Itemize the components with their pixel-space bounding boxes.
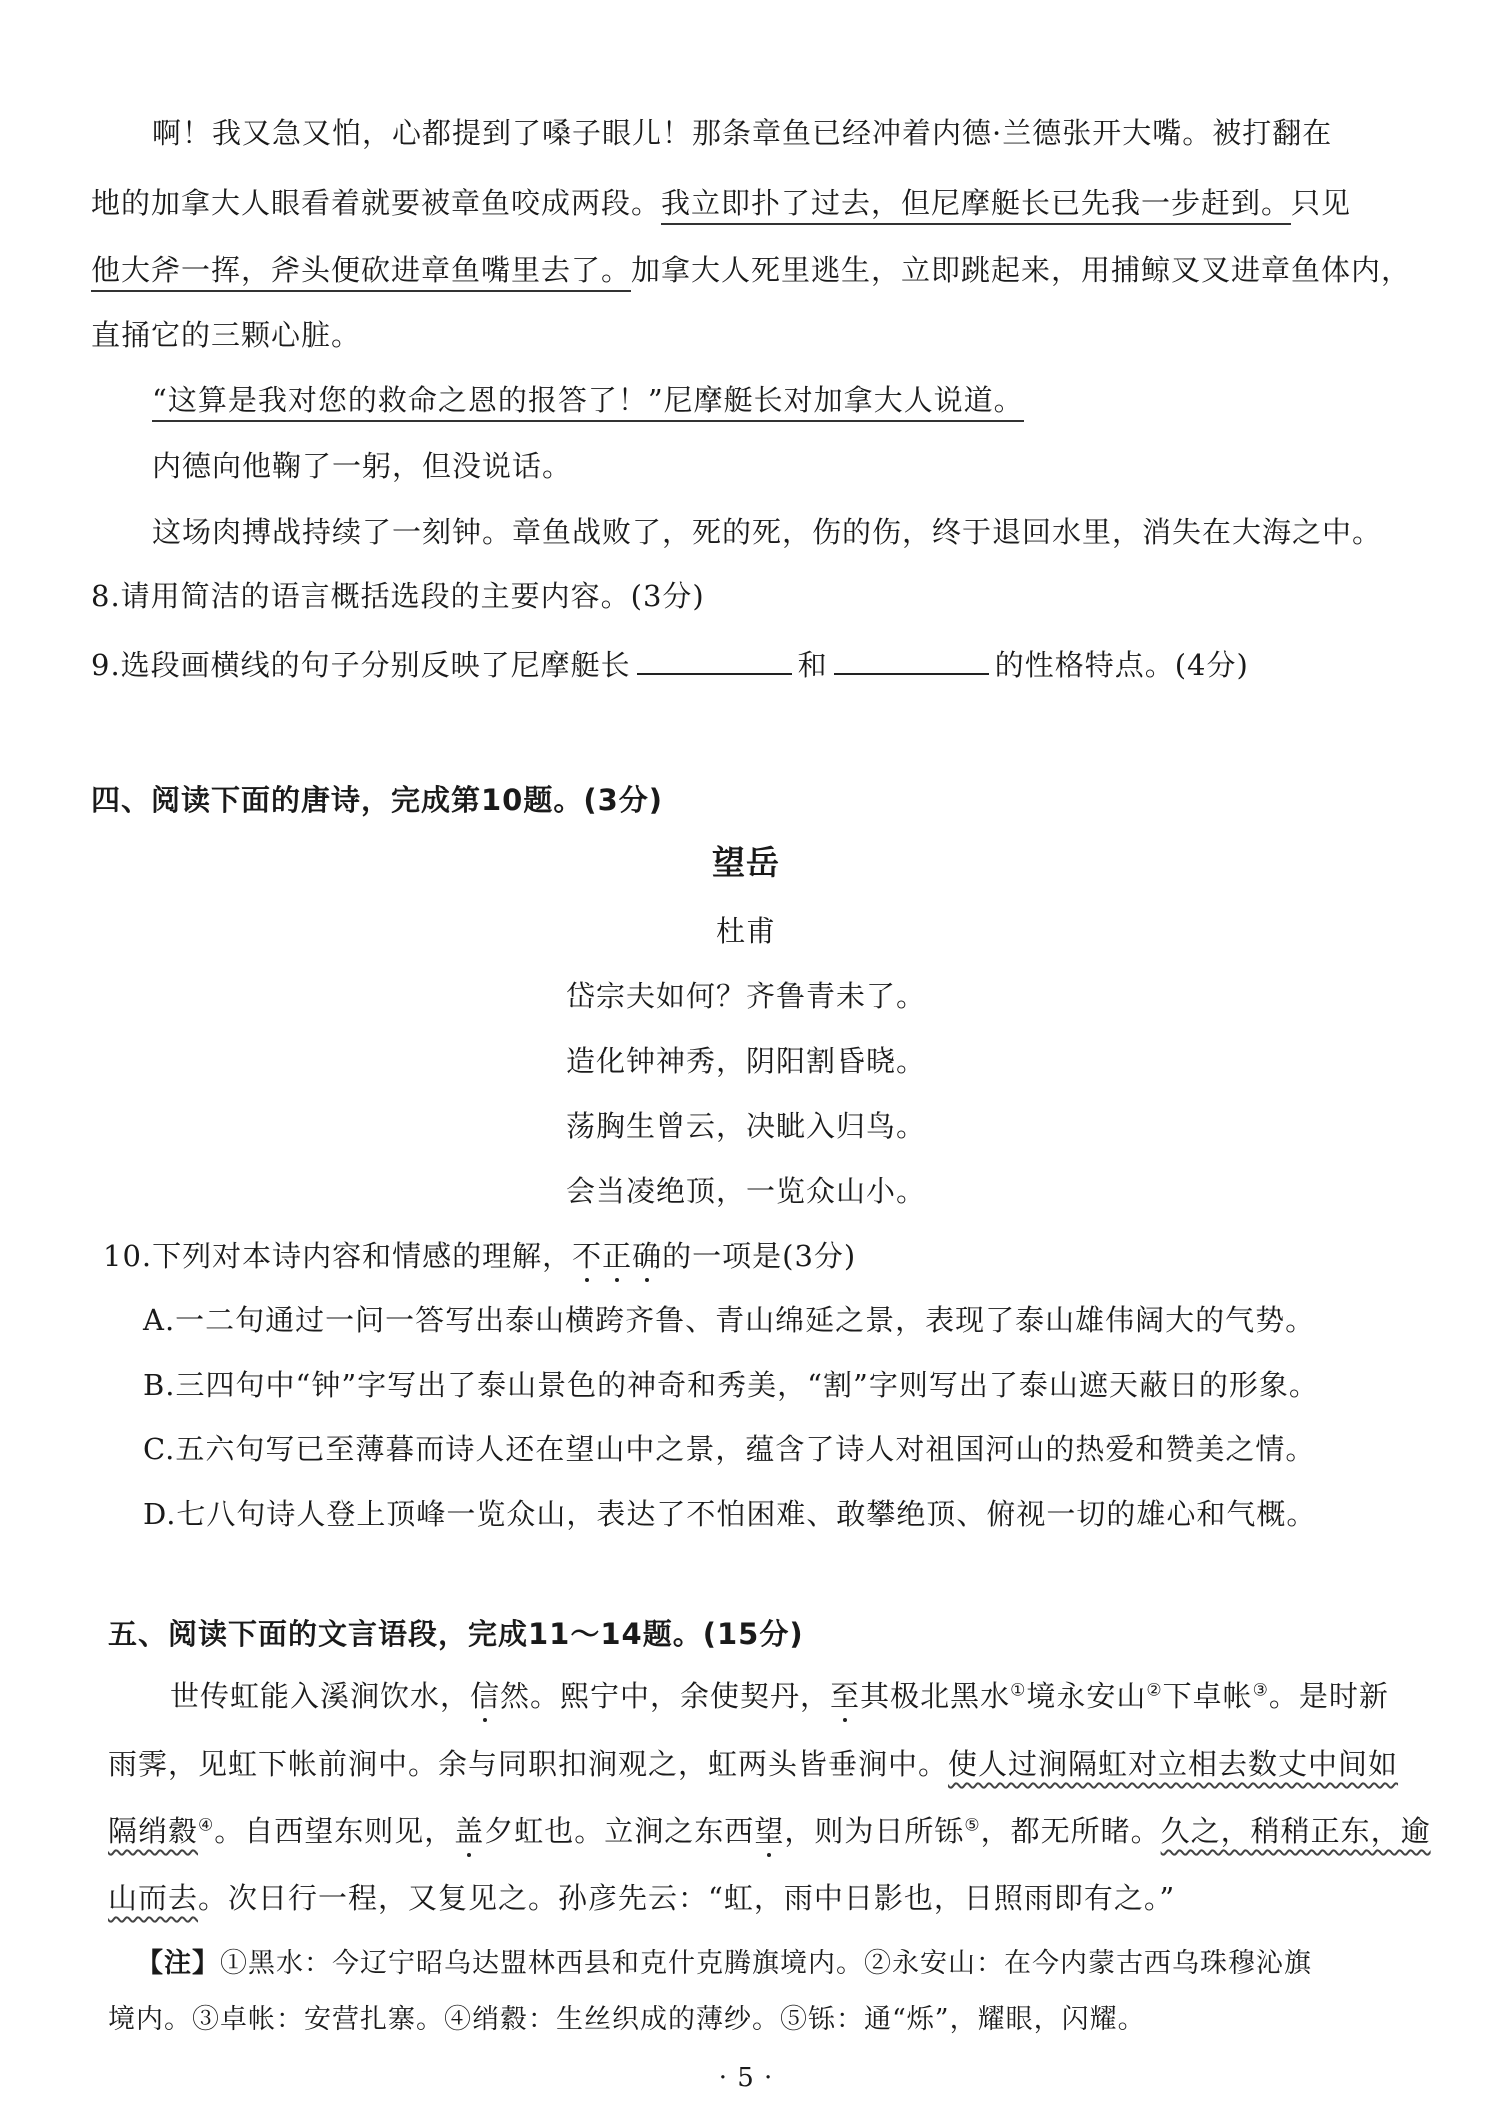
wenyan-line3: [108, 1811, 1431, 1851]
wavy-underlined-sentence: 使人过涧隔虹对立相去数丈中间如: [948, 1747, 1399, 1781]
text: ，则为日所铄: [784, 1814, 965, 1848]
text: 10.下列对本诗内容和情感的理解，: [103, 1239, 573, 1273]
text: 夕虹也。立涧之东西: [484, 1814, 755, 1848]
passage-p1-line1: [152, 113, 1332, 153]
question-10-stem: [103, 1236, 856, 1276]
option-c[interactable]: C.五六句写已至薄暮而诗人还在望山中之景，蕴含了诗人对祖国河山的热爱和赞美之情。: [143, 1432, 1316, 1466]
passage-p1-line2: [91, 183, 1351, 223]
emphasis-char: 信: [470, 1679, 501, 1713]
footnote-ref: ⑤: [964, 1815, 981, 1836]
emphasis-char: 望: [754, 1814, 785, 1848]
text: ，都无所睹。: [980, 1814, 1161, 1848]
underlined-sentence-3: “这算是我对您的救命之恩的报答了！”尼摩艇长对加拿大人说道。: [152, 383, 1024, 422]
text: 9.选段画横线的句子分别反映了尼摩艇长: [91, 648, 631, 682]
poem-line: 造化钟神秀，阴阳割昏晓。: [565, 1044, 926, 1078]
answer-blank-2[interactable]: [834, 645, 989, 675]
footnote-ref: ②: [1146, 1680, 1163, 1701]
wenyan-line1: [170, 1676, 1389, 1716]
emphasis-char: 确: [632, 1239, 663, 1273]
underlined-sentence-2: 他大斧一挥，斧头便砍进章鱼嘴里去了。: [91, 253, 631, 292]
passage-p1-line4: [91, 315, 361, 355]
text: 雨霁，见虹下帐前涧中。余与同职扣涧观之，虹两头皆垂涧中。: [108, 1747, 949, 1781]
wavy-underlined-sentence: 隔绡縠: [108, 1814, 199, 1848]
text: 下卓帐: [1162, 1679, 1253, 1713]
text: ①黑水：今辽宁昭乌达盟林西县和克什克腾旗境内。②永安山：在今内蒙古西乌珠穆沁旗: [220, 1948, 1312, 1979]
text: 地的加拿大人眼看着就要被章鱼咬成两段。: [91, 186, 662, 220]
text: 。次日行一程，又复见之。孙彦先云：“虹，雨中日影也，日照雨即有之。”: [198, 1881, 1176, 1915]
passage-p2: [152, 380, 1024, 420]
poem-line: 会当凌绝顶，一览众山小。: [565, 1174, 926, 1208]
footnote-ref: ④: [198, 1815, 215, 1836]
option-b[interactable]: B.三四句中“钟”字写出了泰山景色的神奇和秀美，“割”字则写出了泰山遮天蔽日的形象。: [143, 1368, 1319, 1402]
poem-author: 杜甫: [715, 914, 776, 948]
text: 然。熙宁中，余使契丹，: [500, 1679, 831, 1713]
text: 世传虹能入溪涧饮水，: [170, 1679, 471, 1713]
footnote-ref: ①: [1010, 1680, 1027, 1701]
question-8: [91, 576, 705, 616]
underlined-sentence-1: 我立即扑了过去，但尼摩艇长已先我一步赶到。: [661, 186, 1291, 225]
poem-title: 望岳: [712, 843, 780, 882]
emphasis-char: 不: [572, 1239, 603, 1273]
passage-p3: [152, 446, 572, 486]
wenyan-line2: [108, 1744, 1398, 1784]
emphasis-char: 正: [602, 1239, 633, 1273]
poem-line: 岱宗夫如何？齐鲁青未了。: [565, 979, 926, 1013]
text: 内德向他鞠了一躬，但没说话。: [152, 449, 573, 483]
page-number: · 5 ·: [718, 2063, 774, 2093]
option-d[interactable]: D.七八句诗人登上顶峰一览众山，表达了不怕困难、敢攀绝顶、俯视一切的雄心和气概。: [143, 1497, 1317, 1531]
section-5-heading: 五、阅读下面的文言语段，完成11～14题。(15分): [108, 1617, 804, 1651]
text: 直捅它的三颗心脏。: [91, 318, 362, 352]
text: 的性格特点。(4分): [994, 648, 1249, 682]
text: 和: [797, 648, 828, 682]
text: 的一项是(3分): [662, 1239, 857, 1273]
section-4-heading: 四、阅读下面的唐诗，完成第10题。(3分): [91, 783, 664, 817]
emphasis-char: 盖: [454, 1814, 485, 1848]
option-a[interactable]: A.一二句通过一问一答写出泰山横跨齐鲁、青山绵延之景，表现了泰山雄伟阔大的气势。: [143, 1303, 1316, 1337]
notes-line2: [108, 2000, 1146, 2040]
text: 啊！我又急又怕，心都提到了嗓子眼儿！那条章鱼已经冲着内德·兰德张开大嘴。被打翻在: [152, 116, 1333, 150]
text: 境永安山: [1026, 1679, 1147, 1713]
text: 。是时新: [1268, 1679, 1389, 1713]
text: 加拿大人死里逃生，立即跳起来，用捕鲸叉叉进章鱼体内，: [631, 253, 1412, 287]
passage-p4: [152, 512, 1382, 552]
text: 这场肉搏战持续了一刻钟。章鱼战败了，死的死，伤的伤，终于退回水里，消失在大海之中。: [152, 515, 1383, 549]
wenyan-line4: [108, 1878, 1175, 1918]
passage-p1-line3: [91, 250, 1411, 290]
wavy-underlined-sentence: 久之，稍稍正东，逾: [1160, 1814, 1431, 1848]
notes-tag: 【注】: [136, 1948, 220, 1979]
wavy-underlined-sentence: 山而去: [108, 1881, 199, 1915]
poem-line: 荡胸生曾云，决眦入归鸟。: [565, 1109, 926, 1143]
emphasis-char: 至: [830, 1679, 861, 1713]
footnote-ref: ③: [1252, 1680, 1269, 1701]
text: 境内。③卓帐：安营扎寨。④绡縠：生丝织成的薄纱。⑤铄：通“烁”，耀眼，闪耀。: [108, 2004, 1146, 2035]
text: 。自西望东则见，: [214, 1814, 455, 1848]
notes-line1: [136, 1944, 1312, 1984]
text: 只见: [1291, 186, 1352, 220]
answer-blank-1[interactable]: [637, 645, 792, 675]
text: 其极北黑水: [860, 1679, 1011, 1713]
text: 8.请用简洁的语言概括选段的主要内容。(3分): [91, 579, 705, 613]
question-9: [91, 645, 1249, 685]
